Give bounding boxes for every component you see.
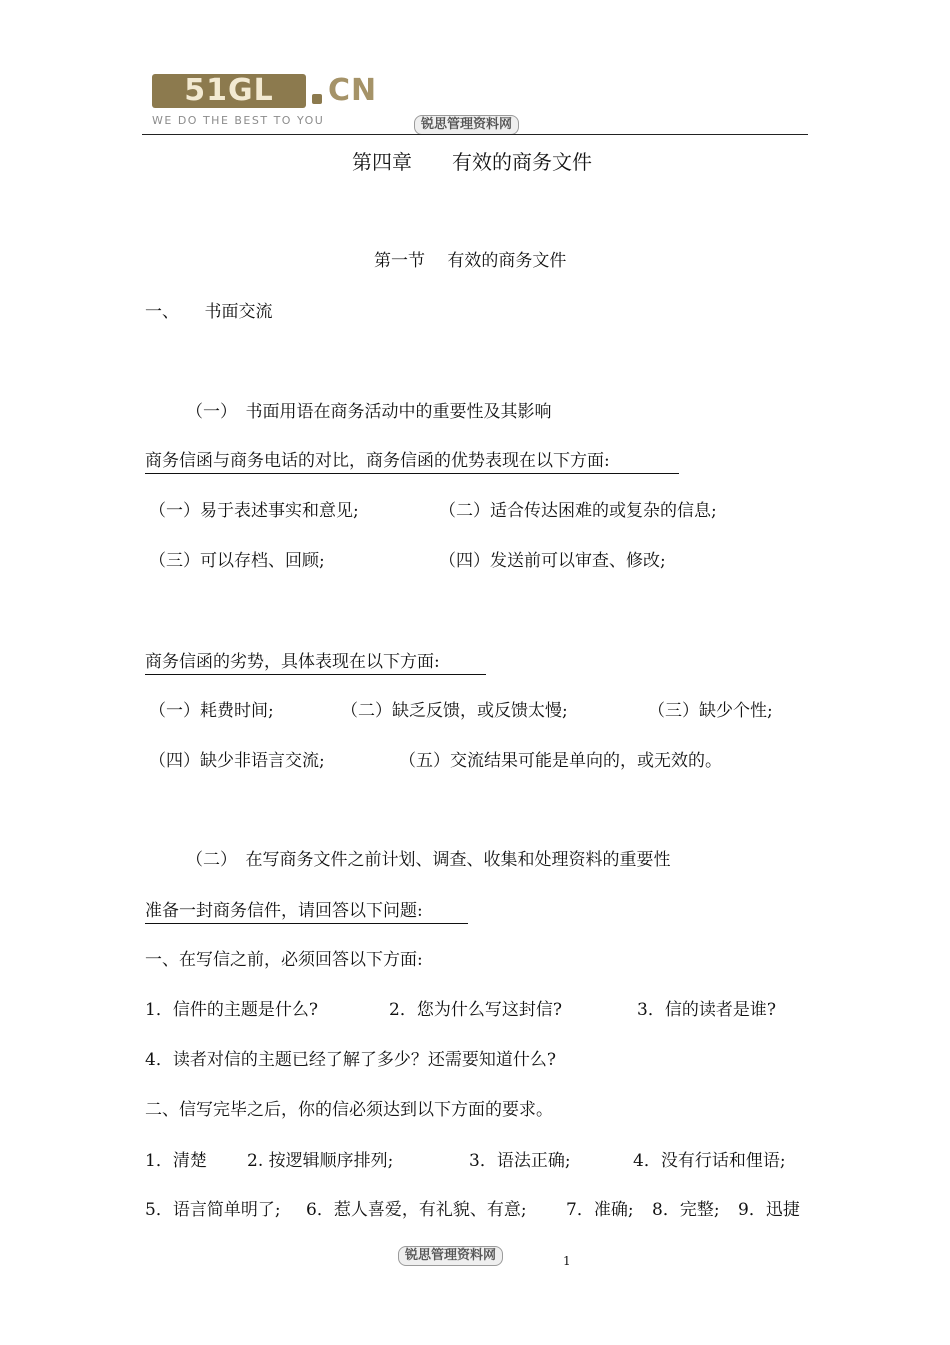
before-item: 3．信的读者是谁? [637, 1000, 776, 1020]
disadvantages-intro: 商务信函的劣势，具体表现在以下方面: [145, 652, 486, 675]
after-item: 7．准确; [566, 1200, 634, 1220]
logo-suffix-text: CN [328, 73, 378, 108]
advantage-item: （二）适合传达困难的或复杂的信息; [439, 501, 717, 521]
logo-main-text: 51GL [152, 74, 306, 108]
after-item: 9．迅捷 [738, 1200, 800, 1220]
logo-tagline: WE DO THE BEST TO YOU [152, 114, 325, 127]
advantage-item: （三）可以存档、回顾; [149, 551, 325, 571]
section-title: 第一节 有效的商务文件 [374, 251, 567, 271]
advantages-intro: 商务信函与商务电话的对比，商务信函的优势表现在以下方面: [145, 451, 679, 474]
header-divider [142, 134, 808, 135]
before-item: 1．信件的主题是什么? [145, 1000, 318, 1020]
before-item: 4．读者对信的主题已经了解了多少？还需要知道什么? [145, 1050, 556, 1070]
after-writing-heading: 二、信写完毕之后，你的信必须达到以下方面的要求。 [145, 1100, 553, 1120]
footer-site-badge: 锐思管理资料网 [398, 1246, 503, 1266]
subheading-importance: （一） 书面用语在商务活动中的重要性及其影响 [186, 402, 552, 422]
after-item: 5．语言简单明了; [145, 1200, 281, 1220]
chapter-title: 第四章 有效的商务文件 [352, 150, 592, 174]
subheading-planning: （二） 在写商务文件之前计划、调查、收集和处理资料的重要性 [186, 850, 671, 870]
advantage-item: （一）易于表述事实和意见; [149, 501, 359, 521]
advantage-item: （四）发送前可以审查、修改; [439, 551, 666, 571]
header-site-badge: 锐思管理资料网 [414, 115, 519, 135]
after-item: 8．完整; [652, 1200, 720, 1220]
after-item: 3．语法正确; [469, 1151, 571, 1171]
preparation-intro: 准备一封商务信件，请回答以下问题: [145, 901, 468, 924]
before-writing-heading: 一、在写信之前，必须回答以下方面: [145, 950, 423, 970]
heading-written-communication: 一、 书面交流 [145, 302, 273, 322]
after-item: 4．没有行话和俚语; [633, 1151, 786, 1171]
after-item: 6．惹人喜爱，有礼貌、有意; [306, 1200, 527, 1220]
after-item: 2. 按逻辑顺序排列; [247, 1151, 394, 1171]
page-number: 1 [563, 1254, 571, 1268]
disadvantage-item: （一）耗费时间; [149, 701, 274, 721]
disadvantage-item: （四）缺少非语言交流; [149, 751, 325, 771]
disadvantage-item: （二）缺乏反馈，或反馈太慢; [341, 701, 568, 721]
logo-dot [312, 94, 322, 104]
site-logo [152, 74, 402, 110]
disadvantage-item: （五）交流结果可能是单向的，或无效的。 [399, 751, 722, 771]
disadvantage-item: （三）缺少个性; [648, 701, 773, 721]
after-item: 1．清楚 [145, 1151, 207, 1171]
before-item: 2．您为什么写这封信? [389, 1000, 562, 1020]
